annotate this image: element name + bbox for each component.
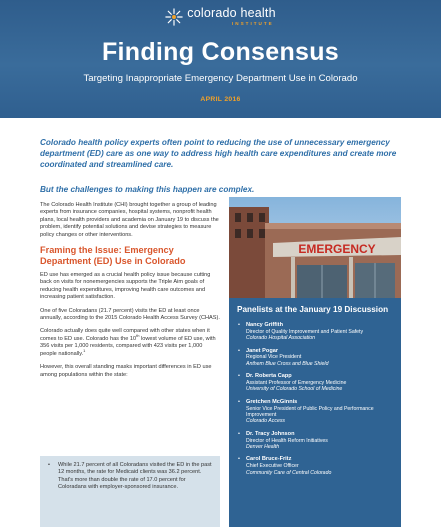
panelists-sidebar xyxy=(229,298,401,527)
bullet-list xyxy=(48,462,214,492)
intro-challenge: But the challenges to making this happen are complex. xyxy=(40,185,255,194)
bullet-icon: • xyxy=(238,322,240,328)
panelists-heading: Panelists at the January 19 Discussion xyxy=(237,305,389,314)
bullet-icon: • xyxy=(238,373,240,380)
logo-subtitle: INSTITUTE xyxy=(232,21,274,26)
panelist-name: Dr. Tracy Johnson xyxy=(246,430,295,437)
panelist-organization: Community Care of Central Colorado xyxy=(246,469,332,476)
panelist-title: Regional Vice President xyxy=(246,354,302,361)
panelist-entry xyxy=(237,348,393,368)
section-heading-framing: Framing the Issue: Emergency Department (ED) Use in Colorado xyxy=(40,245,186,267)
publication-date: APRIL 2016 xyxy=(200,96,241,103)
panelist-title: Director of Health Reform Initiatives xyxy=(246,437,328,444)
document-title: Finding Consensus xyxy=(101,38,340,66)
logo-name: colorado health xyxy=(187,6,276,20)
intro-lead: Colorado health policy experts often point to reducing the use of unnecessary emergency department (ED) care as one way to address high health care expenditures and create more coordinated and streamlined care. xyxy=(40,138,397,169)
panelist-title: Director of Quality Improvement and Patient Safety xyxy=(246,328,364,335)
panelist-name: Janet Pogar xyxy=(246,347,279,354)
document-subtitle: Targeting Inappropriate Emergency Department Use in Colorado xyxy=(83,73,358,84)
paragraph-chi-convened: The Colorado Health Institute (CHI) brought together a group of leading experts from insurance companies, hospital systems, nonprofit health plans, local health providers and academia on January 19 to discuss the problem, identify potential solutions and devise strategies to measure policy changes or other interventions. xyxy=(40,202,219,238)
paragraph-one-in-five: One of five Coloradans (21.7 percent) visits the ED at least once annually, according to the 2015 Colorado Health Access Survey (CHAS). xyxy=(40,307,220,322)
panelist-entry xyxy=(237,373,393,393)
compare-text-b: lowest volume of ED use, with 356 visits per 1,000 residents, compared with 423 visits per 1,000 people nationally. xyxy=(40,335,216,357)
bullet-icon: • xyxy=(238,430,240,437)
panelist-organization: University of Colorado School of Medicine xyxy=(246,386,343,393)
panelist-entry xyxy=(237,456,393,476)
left-column xyxy=(40,202,220,385)
panelist-name: Nancy Griffith xyxy=(246,322,283,328)
panelist-name: Carol Bruce-Fritz xyxy=(246,456,292,463)
panelist-name: Gretchen McGinnis xyxy=(246,398,298,405)
bullet-icon: • xyxy=(238,456,240,463)
paragraph-colorado-compare xyxy=(40,328,220,358)
panelist-title: Chief Executive Officer xyxy=(246,463,299,470)
panelist-organization: Colorado Access xyxy=(246,418,286,425)
panelist-entry xyxy=(237,322,393,342)
panelist-entry xyxy=(237,431,393,451)
paragraph-differences: However, this overall standing masks important differences in ED use among populations within the state: xyxy=(40,364,212,378)
footnote-marker: 1 xyxy=(83,347,86,353)
ordinal-suffix: th xyxy=(136,333,140,339)
chi-logo xyxy=(0,7,441,27)
hospital-photo xyxy=(229,197,401,298)
header-banner xyxy=(0,0,441,118)
panelist-entry xyxy=(237,399,393,425)
panelist-organization: Colorado Hospital Association xyxy=(246,335,316,342)
paragraph-ed-use: ED use has emerged as a crucial health policy issue because cutting back on visits for nonemergencies supports the Triple Aim goals of reducing health expenditures, improving health care outcomes and increasing patient satisfaction. xyxy=(40,272,211,301)
panelist-organization: Anthem Blue Cross and Blue Shield xyxy=(246,360,329,367)
hospital-illustration xyxy=(229,197,401,298)
emergency-sign-text: EMERGENCY xyxy=(298,242,376,256)
panelist-title: Assistant Professor of Emergency Medicine xyxy=(246,380,347,387)
compare-text-a: Colorado actually does quite well compared with other states when it comes to ED use. Colorado has the 10 xyxy=(40,328,210,342)
starburst-icon xyxy=(165,8,183,26)
panelist-name: Dr. Roberta Capp xyxy=(246,373,292,380)
bullet-medicaid-rate: • While 21.7 percent of all Coloradans visited the ED in the past 12 months, the rate for Medicaid clients was 36.2 percent. That's more than double the rate of 17.0 percent for Coloradans with employer-sponsored insurance. xyxy=(48,462,214,492)
bullet-box xyxy=(40,456,220,527)
panelist-title: Senior Vice President of Public Policy and Performance Improvement xyxy=(246,405,374,419)
bullet-icon: • xyxy=(238,347,240,354)
panelist-organization: Denver Health xyxy=(246,444,280,451)
bullet-icon: • xyxy=(238,398,240,405)
